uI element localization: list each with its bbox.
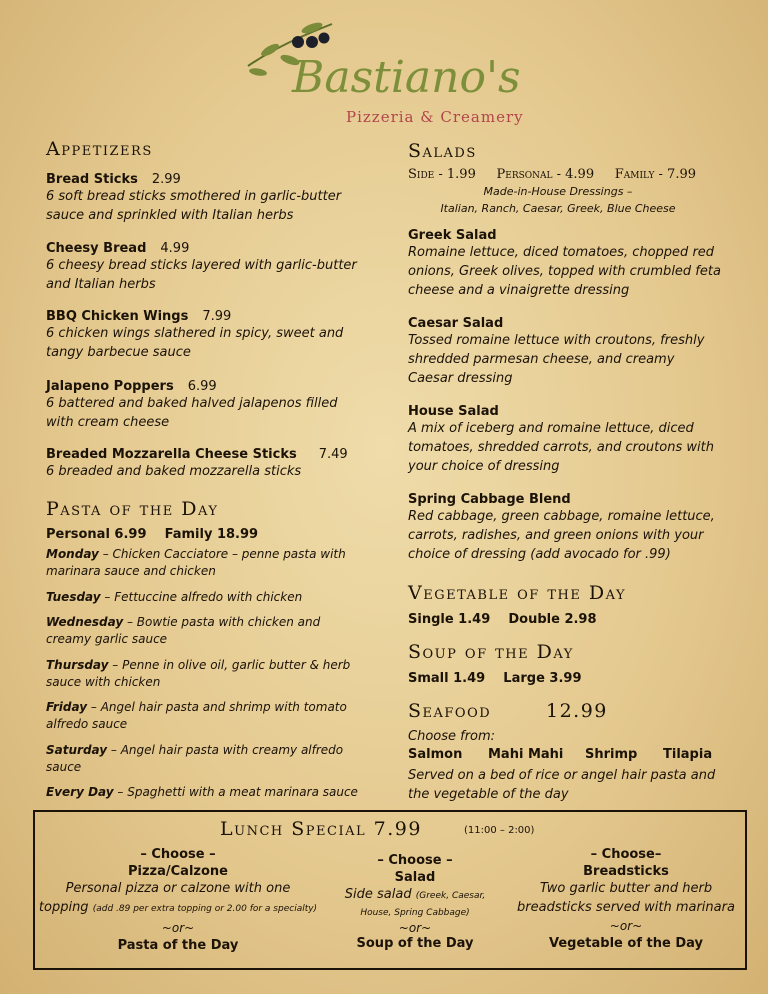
lunch-option-pizza [38, 847, 318, 953]
pasta-day-item [46, 742, 356, 776]
logo-subtitle: Pizzeria & Creamery [346, 108, 524, 126]
day-dish: – Chicken Cacciatore – penne pasta with marinara sauce and chicken [46, 547, 346, 578]
choose-label: – Choose – [377, 853, 453, 868]
or-separator: ~or~ [161, 921, 195, 935]
appetizer-item [46, 375, 366, 432]
day-dish: – Fettuccine alfredo with chicken [100, 590, 303, 604]
or-separator: ~or~ [398, 921, 432, 935]
option-note: (Greek, Caesar, [415, 891, 486, 901]
soup-title: Soup of the Day [408, 641, 574, 663]
item-name: Spring Cabbage Blend [408, 492, 571, 507]
salad-sizes: Side - 1.99 Personal - 4.99 Family - 7.99 [408, 167, 696, 182]
pasta-day-item [46, 657, 356, 691]
option-alt: Vegetable of the Day [549, 936, 703, 951]
option-line: breadsticks served with marinara [517, 900, 735, 915]
item-description: 6 soft bread sticks smothered in garlic-butter sauce and sprinkled with Italian herbs [46, 189, 342, 223]
dressings-line: Made-in-House Dressings – [483, 185, 633, 198]
choose-label: – Choose – [140, 847, 216, 862]
pasta-day-item [46, 784, 376, 801]
option-note: House, Spring Cabbage) [360, 908, 470, 918]
item-description: 6 cheesy bread sticks layered with garlic-butter and Italian herbs [46, 258, 357, 292]
item-price: 7.49 [318, 447, 348, 462]
day-dish: – Angel hair pasta and shrimp with tomato alfredo sauce [46, 700, 347, 731]
vegetable-prices: Single 1.49 Double 2.98 [408, 612, 597, 627]
appetizer-item [46, 237, 376, 294]
day-dish: – Penne in olive oil, garlic butter & herb sauce with chicken [46, 658, 351, 689]
day-dish: – Bowtie pasta with chicken and creamy garlic sauce [46, 615, 321, 646]
item-name: Bread Sticks [46, 172, 138, 187]
pasta-title: Pasta of the Day [46, 498, 219, 520]
option-head: Salad [394, 870, 436, 885]
item-name: Cheesy Bread [46, 241, 147, 256]
pasta-prices: Personal 6.99 Family 18.99 [46, 527, 259, 542]
logo [240, 14, 540, 132]
option-head: Breadsticks [583, 864, 669, 879]
item-name: BBQ Chicken Wings [46, 309, 189, 324]
day-label: Saturday [46, 743, 108, 757]
day-label: Wednesday [46, 615, 124, 629]
seafood-price: 12.99 [546, 700, 608, 722]
item-description: 6 chicken wings slathered in spicy, sweet and tangy barbecue sauce [46, 326, 344, 360]
day-label: Monday [46, 547, 99, 561]
option-line [38, 898, 318, 919]
item-name: Jalapeno Poppers [46, 379, 174, 394]
option-note: (add .89 per extra topping or 2.00 for a specialty) [92, 904, 318, 914]
day-dish: – Spaghetti with a meat marinara sauce [113, 785, 358, 799]
seafood-option: Salmon [408, 747, 463, 762]
or-separator: ~or~ [609, 919, 643, 933]
item-name: Greek Salad [408, 228, 497, 243]
option-line: Personal pizza or calzone with one [65, 881, 291, 896]
pasta-day-item [46, 546, 361, 580]
logo-name: Bastiano's [292, 52, 521, 103]
appetizer-item [46, 305, 366, 362]
option-line: Two garlic butter and herb [539, 881, 713, 896]
item-description: Red cabbage, green cabbage, romaine lettuce, carrots, radishes, and green onions with your choice of dressing (add avocado for .99) [408, 509, 715, 562]
choose-label: – Choose– [590, 847, 662, 862]
appetizers-title: Appetizers [46, 138, 153, 160]
seafood-description: Served on a bed of rice or angel hair pasta and the vegetable of the day [408, 768, 716, 802]
day-label: Thursday [46, 658, 109, 672]
vegetable-title: Vegetable of the Day [408, 582, 627, 604]
item-price: 4.99 [160, 241, 190, 256]
lunch-option-breadsticks [510, 847, 742, 951]
day-label: Friday [46, 700, 88, 714]
day-dish: – Angel hair pasta with creamy alfredo sauce [46, 743, 344, 774]
option-line-main: topping [38, 900, 89, 915]
salad-item [408, 492, 728, 564]
day-label: Tuesday [46, 590, 101, 604]
item-name: Breaded Mozzarella Cheese Sticks [46, 447, 297, 462]
appetizer-item [46, 168, 376, 225]
day-label: Every Day [46, 785, 114, 799]
item-price: 6.99 [187, 379, 217, 394]
seafood-option: Tilapia [663, 747, 713, 762]
lunch-title: Lunch Special 7.99 [220, 818, 422, 840]
option-head: Pizza/Calzone [128, 864, 228, 879]
item-description: 6 breaded and baked mozzarella sticks [46, 464, 302, 479]
soup-prices: Small 1.49 Large 3.99 [408, 671, 582, 686]
appetizer-item [46, 443, 386, 481]
lunch-option-salad [322, 853, 508, 951]
lunch-hours: (11:00 – 2:00) [464, 825, 535, 836]
pasta-day-item [46, 614, 336, 648]
item-description: A mix of iceberg and romaine lettuce, diced tomatoes, shredded carrots, and croutons with your choice of dressing [408, 421, 714, 474]
salad-item [408, 404, 726, 476]
item-description: 6 battered and baked halved jalapenos filled with cream cheese [46, 396, 338, 430]
seafood-option: Mahi Mahi [488, 747, 564, 762]
item-price: 7.99 [202, 309, 232, 324]
item-description: Romaine lettuce, diced tomatoes, chopped red onions, Greek olives, topped with crumbled feta cheese and a vinaigrette dressing [408, 245, 721, 298]
pasta-day-item [46, 699, 356, 733]
pasta-day-item [46, 589, 361, 606]
item-price: 2.99 [151, 172, 181, 187]
seafood-choose: Choose from: [408, 729, 496, 744]
salad-item [408, 228, 728, 300]
item-description: Tossed romaine lettuce with croutons, freshly shredded parmesan cheese, and creamy Caesar dressing [408, 333, 705, 386]
option-line-main: Side salad [344, 887, 412, 902]
option-line [322, 885, 508, 906]
option-alt: Soup of the Day [356, 936, 474, 951]
salads-title: Salads [408, 140, 477, 162]
salad-item [408, 316, 718, 388]
seafood-option: Shrimp [585, 747, 638, 762]
dressings-list: Italian, Ranch, Caesar, Greek, Blue Cheese [440, 202, 676, 215]
item-name: House Salad [408, 404, 499, 419]
item-name: Caesar Salad [408, 316, 504, 331]
option-alt: Pasta of the Day [117, 938, 239, 953]
seafood-title: Seafood [408, 700, 492, 722]
